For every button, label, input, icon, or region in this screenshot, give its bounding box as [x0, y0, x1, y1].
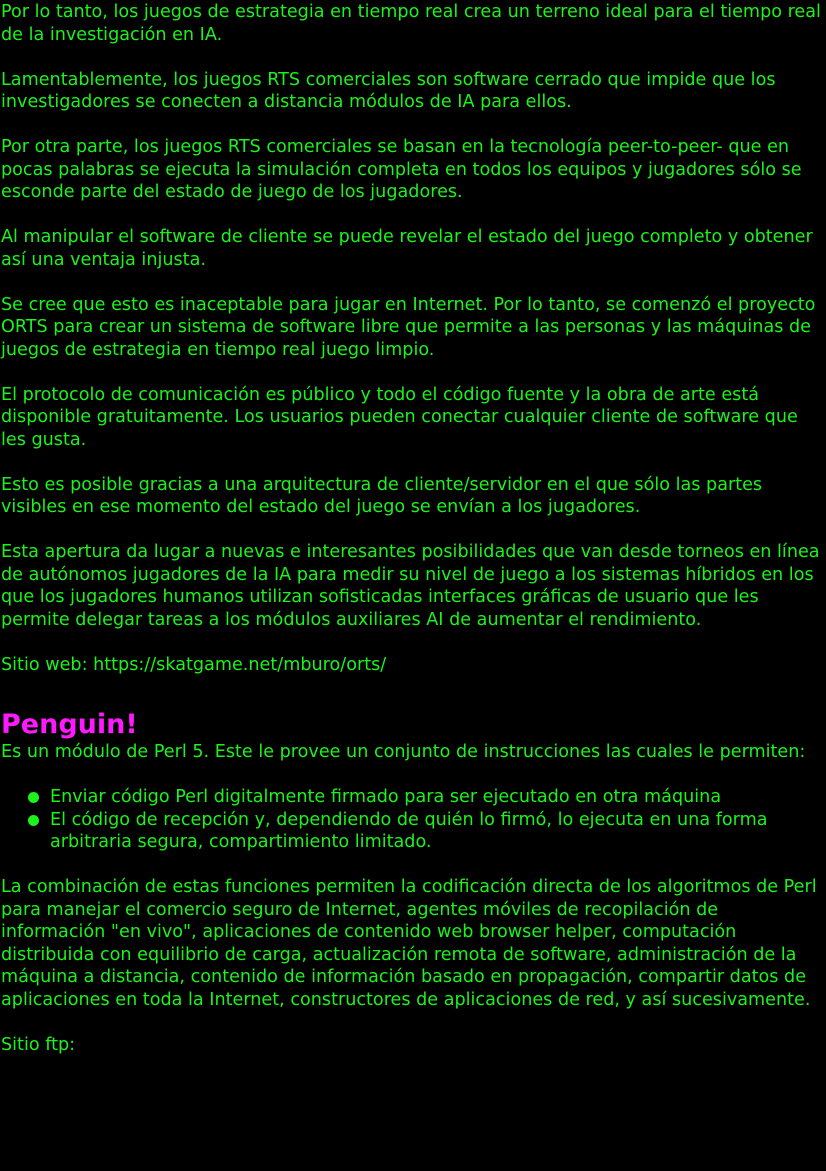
orts-paragraph-7: Esto es posible gracias a una arquitectura de cliente/servidor en el que sólo las partes visibles en ese momento del estado del juego se envían a los jugadores. [1, 474, 763, 517]
list-item-text: El código de recepción y, dependiendo de quién lo firmó, lo ejecuta en una forma arbitraria segura, compartimiento limitado. [50, 809, 768, 852]
orts-section [1, 1, 823, 676]
penguin-section [1, 709, 823, 1056]
orts-paragraph-8: Esta apertura da lugar a nuevas e interesantes posibilidades que van desde torneos en línea de autónomos jugadores de la IA para medir su nivel de juego a los sistemas híbridos en los que los jugadores humanos utilizan sofisticadas interfaces gráficas de usuario que les permite delegar tareas a los módulos auxiliares AI de aumentar el rendimiento. [1, 542, 820, 630]
orts-paragraph-3: Por otra parte, los juegos RTS comerciales se basan en la tecnología peer-to-peer- que en pocas palabras se ejecuta la simulación completa en todos los equipos y jugadores sólo se esconde parte del estado de juego de los jugadores. [1, 137, 802, 202]
list-item [1, 786, 823, 809]
penguin-intro: Es un módulo de Perl 5. Este le provee un conjunto de instrucciones las cuales le permiten: [1, 742, 806, 762]
bullet-dot-icon [28, 815, 39, 826]
list-item [1, 809, 823, 854]
list-item-text: Enviar código Perl digitalmente firmado para ser ejecutado en otra máquina [50, 787, 722, 807]
bullet-dot-icon [28, 792, 39, 803]
document-page [0, 1, 823, 1056]
penguin-heading: Penguin! [1, 709, 138, 740]
orts-paragraph-4: Al manipular el software de cliente se puede revelar el estado del juego completo y obtener así una ventaja injusta. [1, 227, 813, 270]
orts-website-line: Sitio web: https://skatgame.net/mburo/orts/ [1, 654, 387, 675]
penguin-feature-list [1, 786, 823, 854]
orts-paragraph-5: Se cree que esto es inaceptable para jugar en Internet. Por lo tanto, se comenzó el proyecto ORTS para crear un sistema de software libre que permite a las personas y las máquinas de juegos de estrategia en tiempo real juego limpio. [1, 294, 816, 360]
orts-paragraph-6: El protocolo de comunicación es público y todo el código fuente y la obra de arte está disponible gratuitamente. Los usuarios pueden conectar cualquier cliente de software que les gusta. [1, 384, 798, 450]
orts-paragraph-1: Por lo tanto, los juegos de estrategia en tiempo real crea un terreno ideal para el tiempo real de la investigación en IA. [1, 2, 821, 45]
penguin-description: La combinación de estas funciones permiten la codificación directa de los algoritmos de Perl para manejar el comercio seguro de Internet, agentes móviles de recopilación de información "en vivo", aplicaciones de contenido web browser helper, computación distribuida con equilibrio de carga, actualización remota de software, administración de la máquina a distancia, contenido de información basado en propagación, compartir datos de aplicaciones en toda la Internet, constructores de aplicaciones de red, y así sucesivamente. [1, 877, 817, 1010]
penguin-ftp-line: Sitio ftp: [1, 1034, 76, 1055]
orts-paragraph-2: Lamentablemente, los juegos RTS comerciales son software cerrado que impide que los investigadores se conecten a distancia módulos de IA para ellos. [1, 69, 776, 112]
